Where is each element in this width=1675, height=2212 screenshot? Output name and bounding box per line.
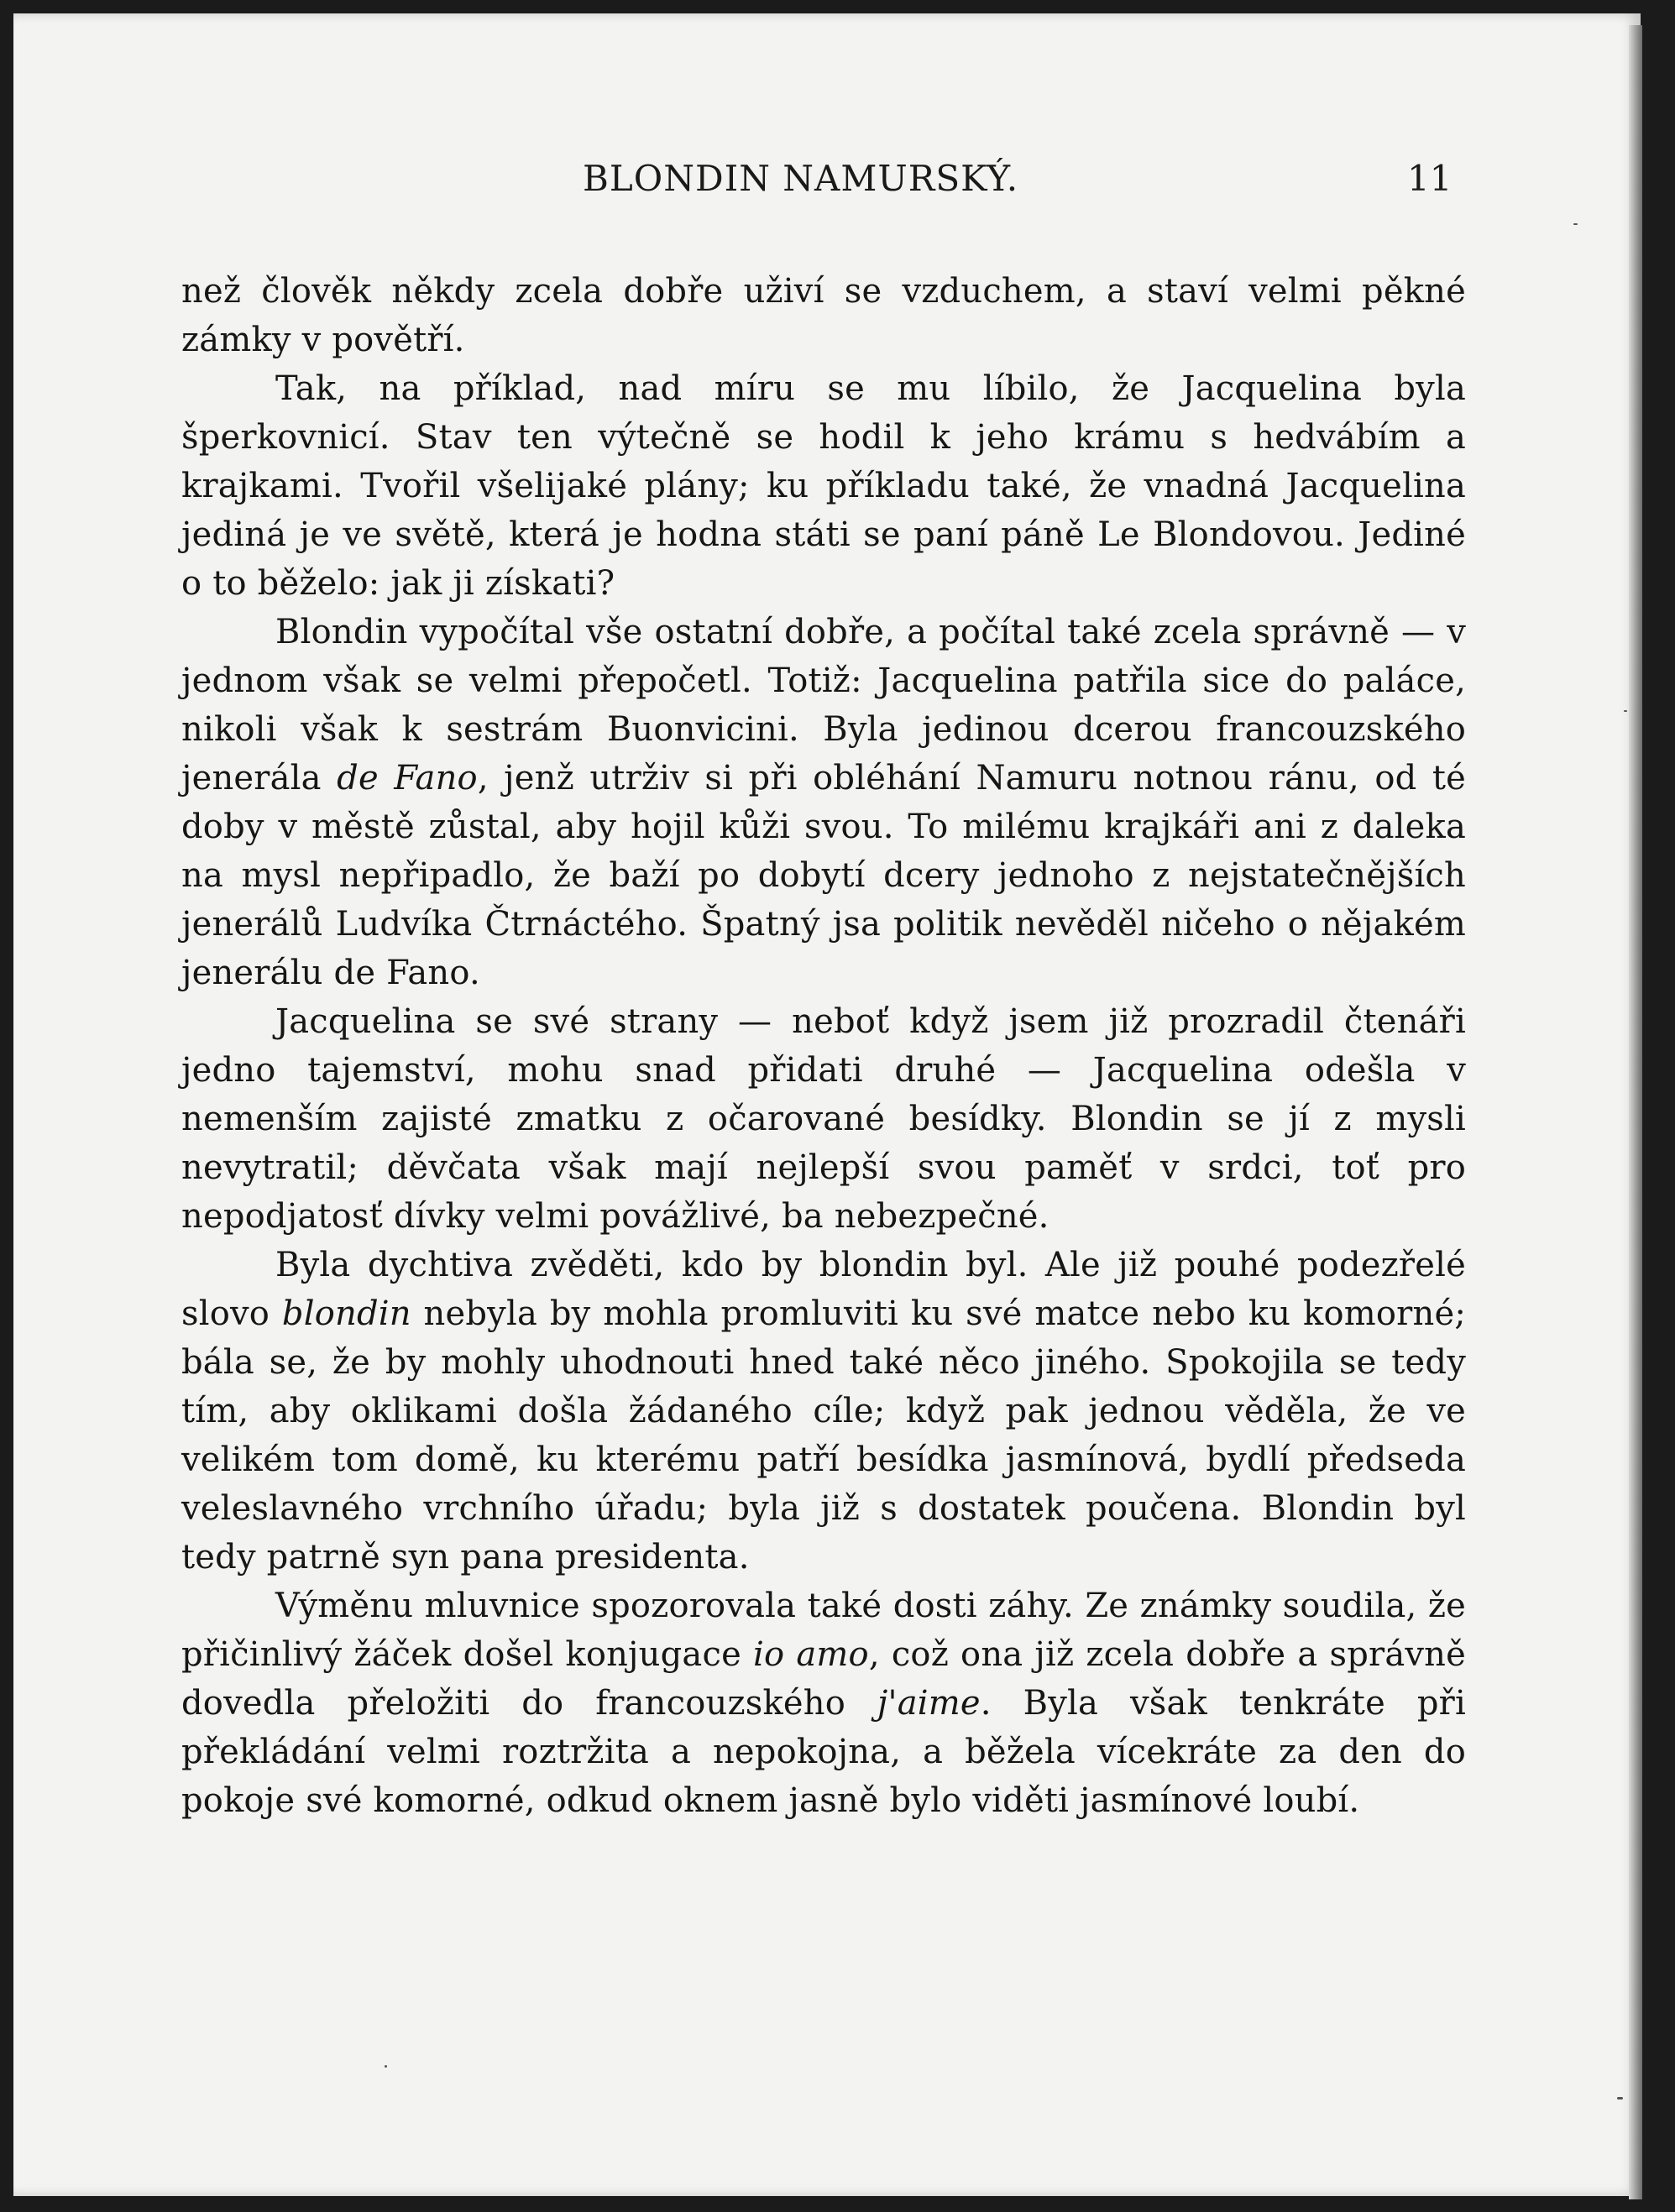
paragraph	[181, 608, 1466, 997]
paragraph-text: Tak, na příklad, nad míru se mu líbilo, že Jacquelina byla šperkovnicí. Stav ten výtečně se hodil k jeho krámu s hedvábím a krajkami. Tvořil všelijaké plány; ku příkladu také, že vnadná Jacquelina jediná je ve světě, která je hodna státi se paní páně Le Blondovou. Jediné o to běželo: jak ji získati?	[181, 369, 1466, 603]
paragraph-text: Výměnu mluvnice spozorovala také dosti záhy. Ze známky soudila, že přičinlivý žáček došel konjugace	[181, 1587, 1466, 1674]
italic-term: io amo	[753, 1635, 869, 1674]
print-speck	[1617, 2097, 1623, 2100]
paragraph-text: Blondin vypočítal vše ostatní dobře, a počítal také zcela správně — v jednom však se velmi přepočetl. Totiž: Jacquelina patřila sice do paláce, nikoli však k sestrám Buonvicini. Byla jedinou dcerou francouzského jenerála	[181, 613, 1466, 797]
paragraph	[181, 997, 1466, 1241]
italic-term: blondin	[281, 1294, 411, 1333]
paragraph-text: nebyla by mohla promluviti ku své matce nebo ku komorné; bála se, že by mohly uhodnouti hned také něco jiného. Spokojila se tedy tím, aby oklikami došla žádaného cíle; když pak jednou věděla, že ve velikém tom domě, ku kterému patří besídka jasmínová, bydlí předseda veleslavného vrchního úřadu; byla již s dostatek poučena. Blondin byl tedy patrně syn pana presidenta.	[181, 1294, 1466, 1577]
paragraph	[181, 1582, 1466, 1825]
print-speck	[1624, 710, 1627, 712]
print-speck	[1573, 223, 1578, 225]
italic-term: de Fano	[337, 759, 478, 797]
paragraph	[181, 364, 1466, 608]
book-page	[13, 13, 1641, 2196]
paragraph-text: , což ona již zcela dobře a správně dovedla přeložiti do francouzského	[181, 1635, 1467, 1723]
paragraph	[181, 1241, 1466, 1582]
page-edge-shadow	[1629, 25, 1642, 2199]
paragraph-text: Jacquelina se své strany — neboť když jsem již prozradil čtenáři jedno tajemství, mohu snad přidati druhé — Jacquelina odešla v nemenším zajisté zmatku z očarované besídky. Blondin se jí z mysli nevytratil; děvčata však mají nejlepší svou paměť v srdci, toť pro nepodjatosť dívky velmi povážlivé, ba nebezpečné.	[181, 1002, 1466, 1236]
italic-term: j'aime	[877, 1684, 981, 1723]
page-body-text	[181, 267, 1466, 1825]
paragraph-text: . Byla však tenkráte při překládání velmi roztržita a nepokojna, a běžela vícekráte za den do pokoje své komorné, odkud oknem jasně bylo viděti jasmínové loubí.	[181, 1684, 1466, 1820]
paragraph-text: než člověk někdy zcela dobře uživí se vzduchem, a staví velmi pěkné zámky v povětří.	[181, 272, 1466, 359]
paragraph-text: , jenž utrživ si při obléhání Namuru notnou ránu, od té doby v městě zůstal, aby hojil kůži svou. To milému krajkáři ani z daleka na mysl nepřipadlo, že baží po dobytí dcery jednoho z nejstatečnějších jenerálů Ludvíka Čtrnáctého. Špatný jsa politik nevěděl ničeho o nějakém jenerálu de Fano.	[181, 759, 1467, 992]
paragraph	[181, 267, 1466, 364]
page-number: 11	[1407, 158, 1453, 199]
running-title: BLONDIN NAMURSKÝ.	[583, 158, 1019, 199]
print-speck	[385, 2065, 387, 2068]
paragraph-text: Byla dychtiva zvěděti, kdo by blondin byl. Ale již pouhé podezřelé slovo	[181, 1246, 1466, 1333]
page-header	[13, 158, 1641, 208]
